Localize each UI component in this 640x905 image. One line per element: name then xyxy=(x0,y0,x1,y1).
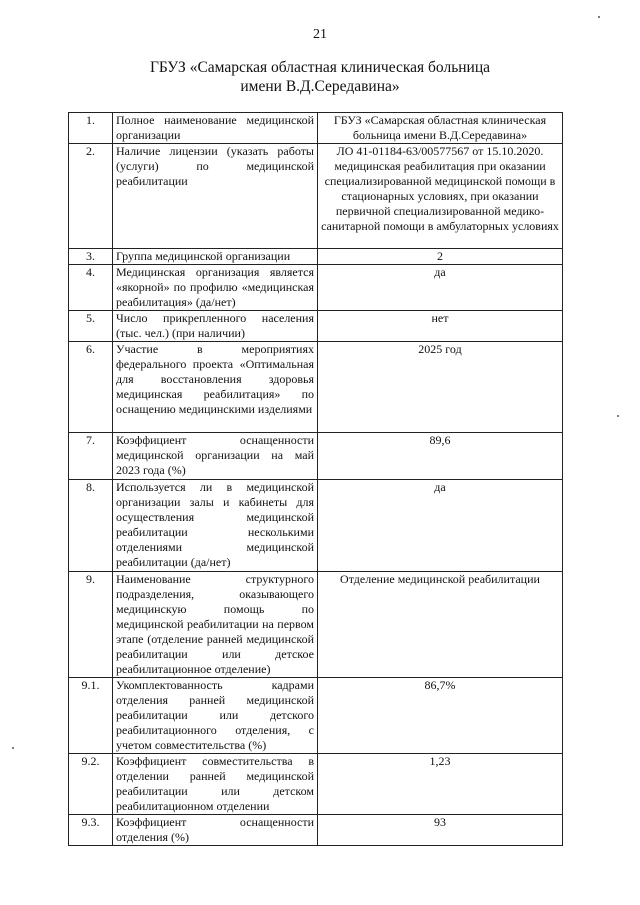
row-value: Отделение медицинской реабилитации xyxy=(318,572,563,678)
row-label: Наименование структурного подразделения, оказывающего медицинскую помощь по медицинской реабилитации на первом этапе (отделение ранней медицинской реабилитации или детское реабилитационное отделение) xyxy=(113,572,318,678)
table-row xyxy=(69,144,563,249)
row-value: да xyxy=(318,480,563,572)
row-number: 9.3. xyxy=(69,815,113,846)
table-row xyxy=(69,480,563,572)
row-number: 6. xyxy=(69,342,113,433)
row-number: 9. xyxy=(69,572,113,678)
table-row xyxy=(69,433,563,480)
row-label: Группа медицинской организации xyxy=(113,249,318,265)
row-value: ГБУЗ «Самарская областная клиническая больница имени В.Д.Середавина» xyxy=(318,113,563,144)
scan-speck xyxy=(12,747,14,749)
page-number: 21 xyxy=(313,27,327,42)
organization-info-table xyxy=(68,112,563,846)
row-number: 1. xyxy=(69,113,113,144)
row-number: 8. xyxy=(69,480,113,572)
row-value: 93 xyxy=(318,815,563,846)
row-number: 9.1. xyxy=(69,678,113,754)
row-value: 2 xyxy=(318,249,563,265)
row-value: 86,7% xyxy=(318,678,563,754)
table-row xyxy=(69,249,563,265)
row-label: Коэффициент совместительства в отделении ранней медицинской реабилитации или детском реабилитационном отделении xyxy=(113,754,318,815)
row-label: Укомплектованность кадрами отделения ранней медицинской реабилитации или детского реабилитационного отделения, с учетом совместительства (%) xyxy=(113,678,318,754)
table-row xyxy=(69,342,563,433)
row-number: 9.2. xyxy=(69,754,113,815)
row-value: 1,23 xyxy=(318,754,563,815)
table-row xyxy=(69,572,563,678)
table-row xyxy=(69,113,563,144)
row-label: Полное наименование медицинской организации xyxy=(113,113,318,144)
row-value: 89,6 xyxy=(318,433,563,480)
scan-speck xyxy=(598,16,600,18)
scan-speck xyxy=(617,415,619,417)
row-label: Медицинская организация является «якорной» по профилю «медицинская реабилитация» (да/нет) xyxy=(113,265,318,311)
row-value: да xyxy=(318,265,563,311)
table-row xyxy=(69,265,563,311)
row-value: нет xyxy=(318,311,563,342)
row-number: 7. xyxy=(69,433,113,480)
table-row xyxy=(69,815,563,846)
row-label: Коэффициент оснащенности отделения (%) xyxy=(113,815,318,846)
row-label: Наличие лицензии (указать работы (услуги) по медицинской реабилитации xyxy=(113,144,318,249)
row-number: 5. xyxy=(69,311,113,342)
row-value: 2025 год xyxy=(318,342,563,433)
table-row xyxy=(69,311,563,342)
row-label: Участие в мероприятиях федерального проекта «Оптимальная для восстановления здоровья медицинская реабилитация» по оснащению медицинскими изделиями xyxy=(113,342,318,433)
table-row xyxy=(69,754,563,815)
row-label: Число прикрепленного населения (тыс. чел.) (при наличии) xyxy=(113,311,318,342)
title-line-1: ГБУЗ «Самарская областная клиническая больница xyxy=(149,59,491,76)
row-label: Используется ли в медицинской организации залы и кабинеты для осуществления медицинской реабилитации несколькими отделениями медицинской реабилитации (да/нет) xyxy=(113,480,318,572)
row-number: 4. xyxy=(69,265,113,311)
table-row xyxy=(69,678,563,754)
row-label: Коэффициент оснащенности медицинской организации на май 2023 года (%) xyxy=(113,433,318,480)
title-line-2: имени В.Д.Середавина» xyxy=(240,78,400,95)
row-number: 3. xyxy=(69,249,113,265)
document-title xyxy=(60,58,580,96)
row-number: 2. xyxy=(69,144,113,249)
row-value: ЛО 41-01184-63/00577567 от 15.10.2020. медицинская реабилитация при оказании специализированной медицинской помощи в стационарных условиях, при оказании первичной специализированной медико-санитарной помощи в амбулаторных условиях xyxy=(318,144,563,249)
